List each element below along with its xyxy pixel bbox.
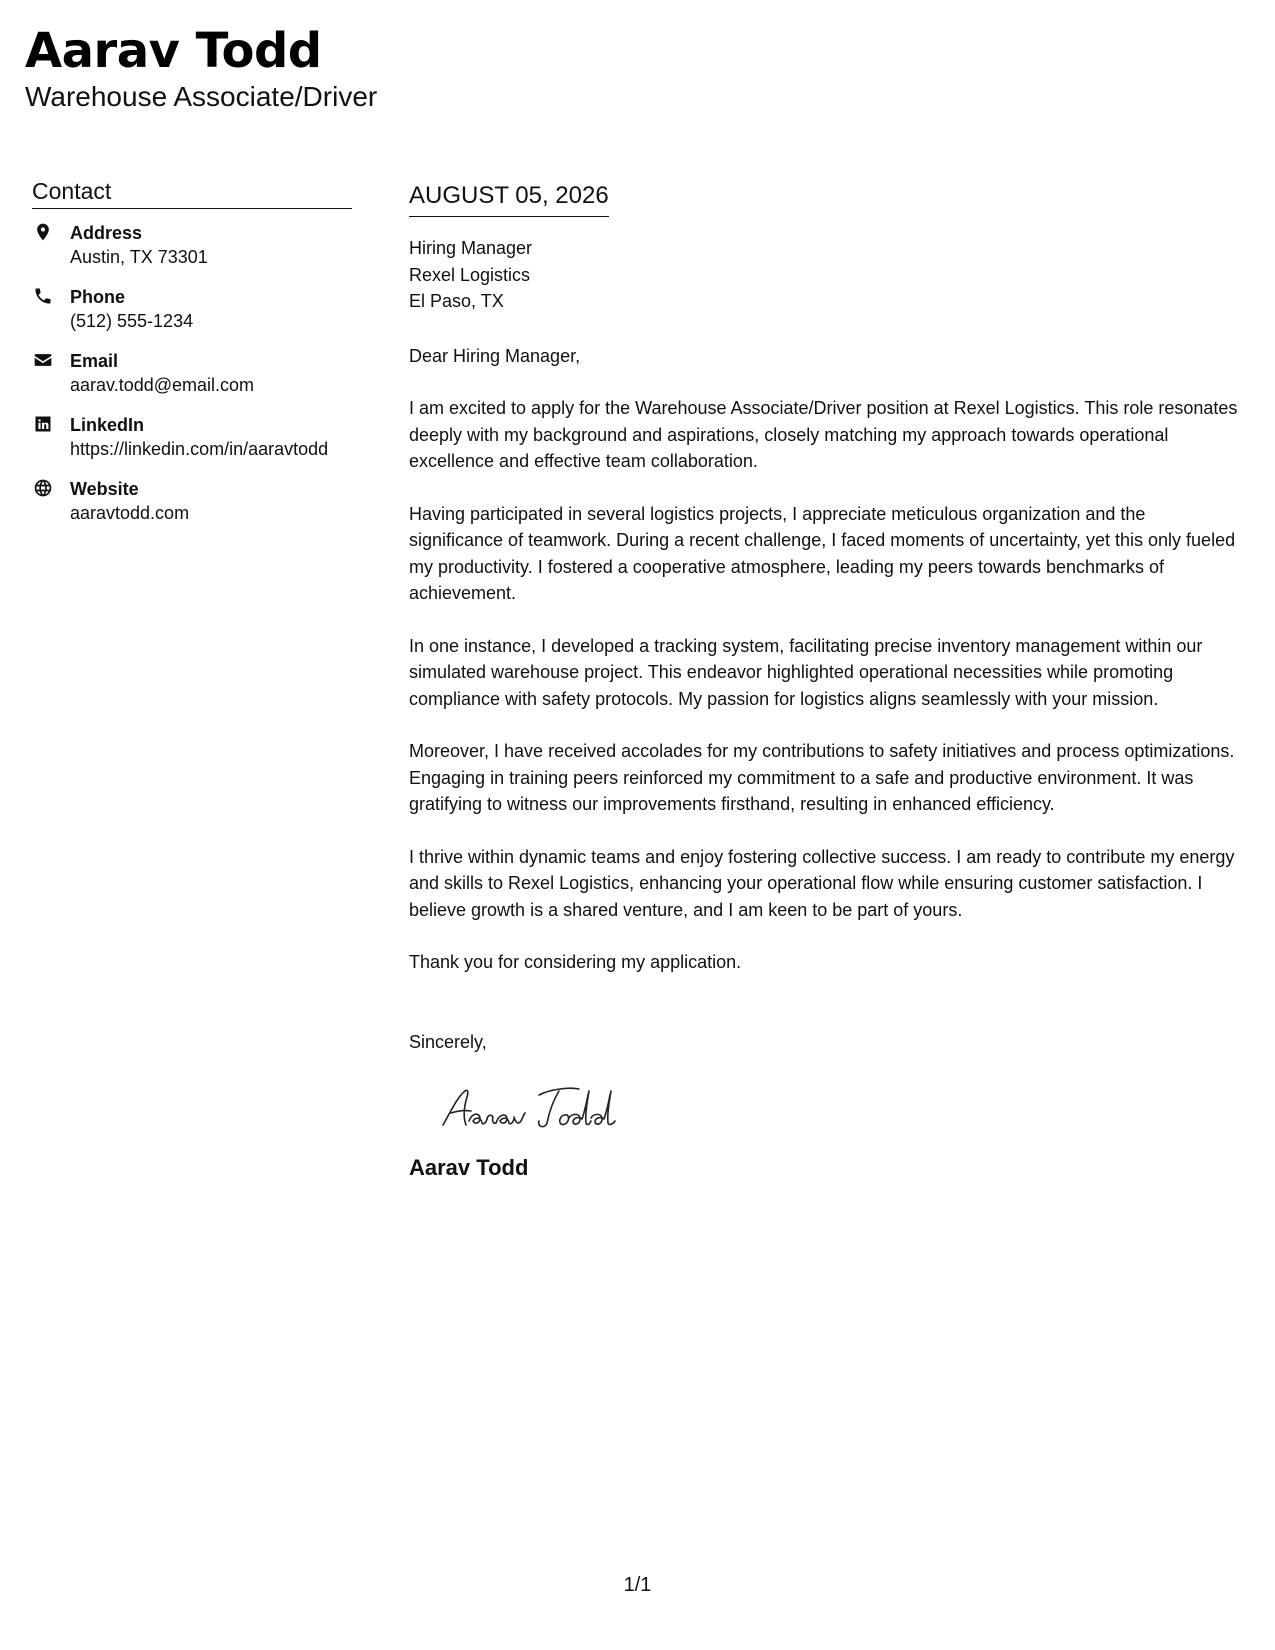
letter-paragraph: Moreover, I have received accolades for my contributions to safety initiatives and process optimizations. Engaging in training peers reinforced my commitment to a safe and productive environment. It was gratifying to witness our improvements firsthand, resulting in enhanced efficiency.: [409, 741, 1235, 814]
contact-label: Email: [70, 351, 119, 371]
letter-paragraph: I thrive within dynamic teams and enjoy fostering collective success. I am ready to contribute my energy and skills to Rexel Logistics, enhancing your operational flow while ensuring customer satisfaction. I believe growth is a shared venture, and I am keen to be part of yours.: [409, 846, 1235, 920]
linkedin-value[interactable]: https://linkedin.com/in/aaravtodd: [70, 439, 329, 459]
phone-value: (512) 555-1234: [70, 311, 194, 331]
linkedin-icon: [32, 413, 54, 435]
letter-paragraph: I am excited to apply for the Warehouse Associate/Driver position at Rexel Logistics. This role resonates deeply with my background and aspirations, closely matching my approach towards operational excellence and effective team collaboration.: [409, 398, 1238, 471]
recipient-line: Hiring Manager: [409, 238, 533, 258]
contact-item-website: [32, 477, 352, 525]
website-value[interactable]: aaravtodd.com: [70, 503, 190, 523]
contact-label: Phone: [70, 287, 126, 307]
handwritten-signature: [439, 1081, 639, 1133]
letter-body: [409, 180, 1244, 1183]
contact-label: Address: [70, 223, 143, 243]
salutation: Dear Hiring Manager,: [409, 345, 581, 366]
globe-icon: [32, 477, 54, 499]
letter-paragraph: In one instance, I developed a tracking system, facilitating precise inventory management within our simulated warehouse project. This endeavor highlighted operational necessities while promoting compliance with safety protocols. My passion for logistics aligns seamlessly with your mission.: [409, 635, 1203, 709]
contact-item-address: [32, 221, 352, 269]
recipient-block: [409, 235, 1244, 315]
letter-date: AUGUST 05, 2026: [409, 180, 609, 217]
envelope-icon: [32, 349, 54, 371]
applicant-name: Aarav Todd: [25, 23, 322, 79]
signer-name: Aarav Todd: [409, 1155, 529, 1180]
page-number: 1/1: [623, 1574, 652, 1596]
contact-item-linkedin: [32, 413, 352, 461]
phone-icon: [32, 285, 54, 307]
closing-thanks: Thank you for considering my application.: [409, 952, 742, 972]
contact-item-email: [32, 349, 352, 397]
email-value[interactable]: aarav.todd@email.com: [70, 375, 255, 395]
letter-header: [25, 22, 377, 114]
map-pin-icon: [32, 221, 54, 243]
contact-sidebar: [32, 176, 352, 541]
signoff: Sincerely,: [409, 1031, 487, 1052]
recipient-line: Rexel Logistics: [409, 264, 531, 285]
address-value: Austin, TX 73301: [70, 247, 208, 267]
contact-label: Website: [70, 479, 139, 499]
applicant-title: Warehouse Associate/Driver: [25, 81, 378, 112]
recipient-line: El Paso, TX: [409, 291, 504, 311]
contact-label: LinkedIn: [70, 415, 145, 435]
contact-item-phone: [32, 285, 352, 333]
contact-heading: Contact: [32, 176, 352, 209]
letter-paragraph: Having participated in several logistics projects, I appreciate meticulous organization and the significance of teamwork. During a recent challenge, I faced moments of uncertainty, yet this only fueled my productivity. I fostered a cooperative atmosphere, leading my peers towards benchmarks of achievement.: [409, 503, 1236, 603]
